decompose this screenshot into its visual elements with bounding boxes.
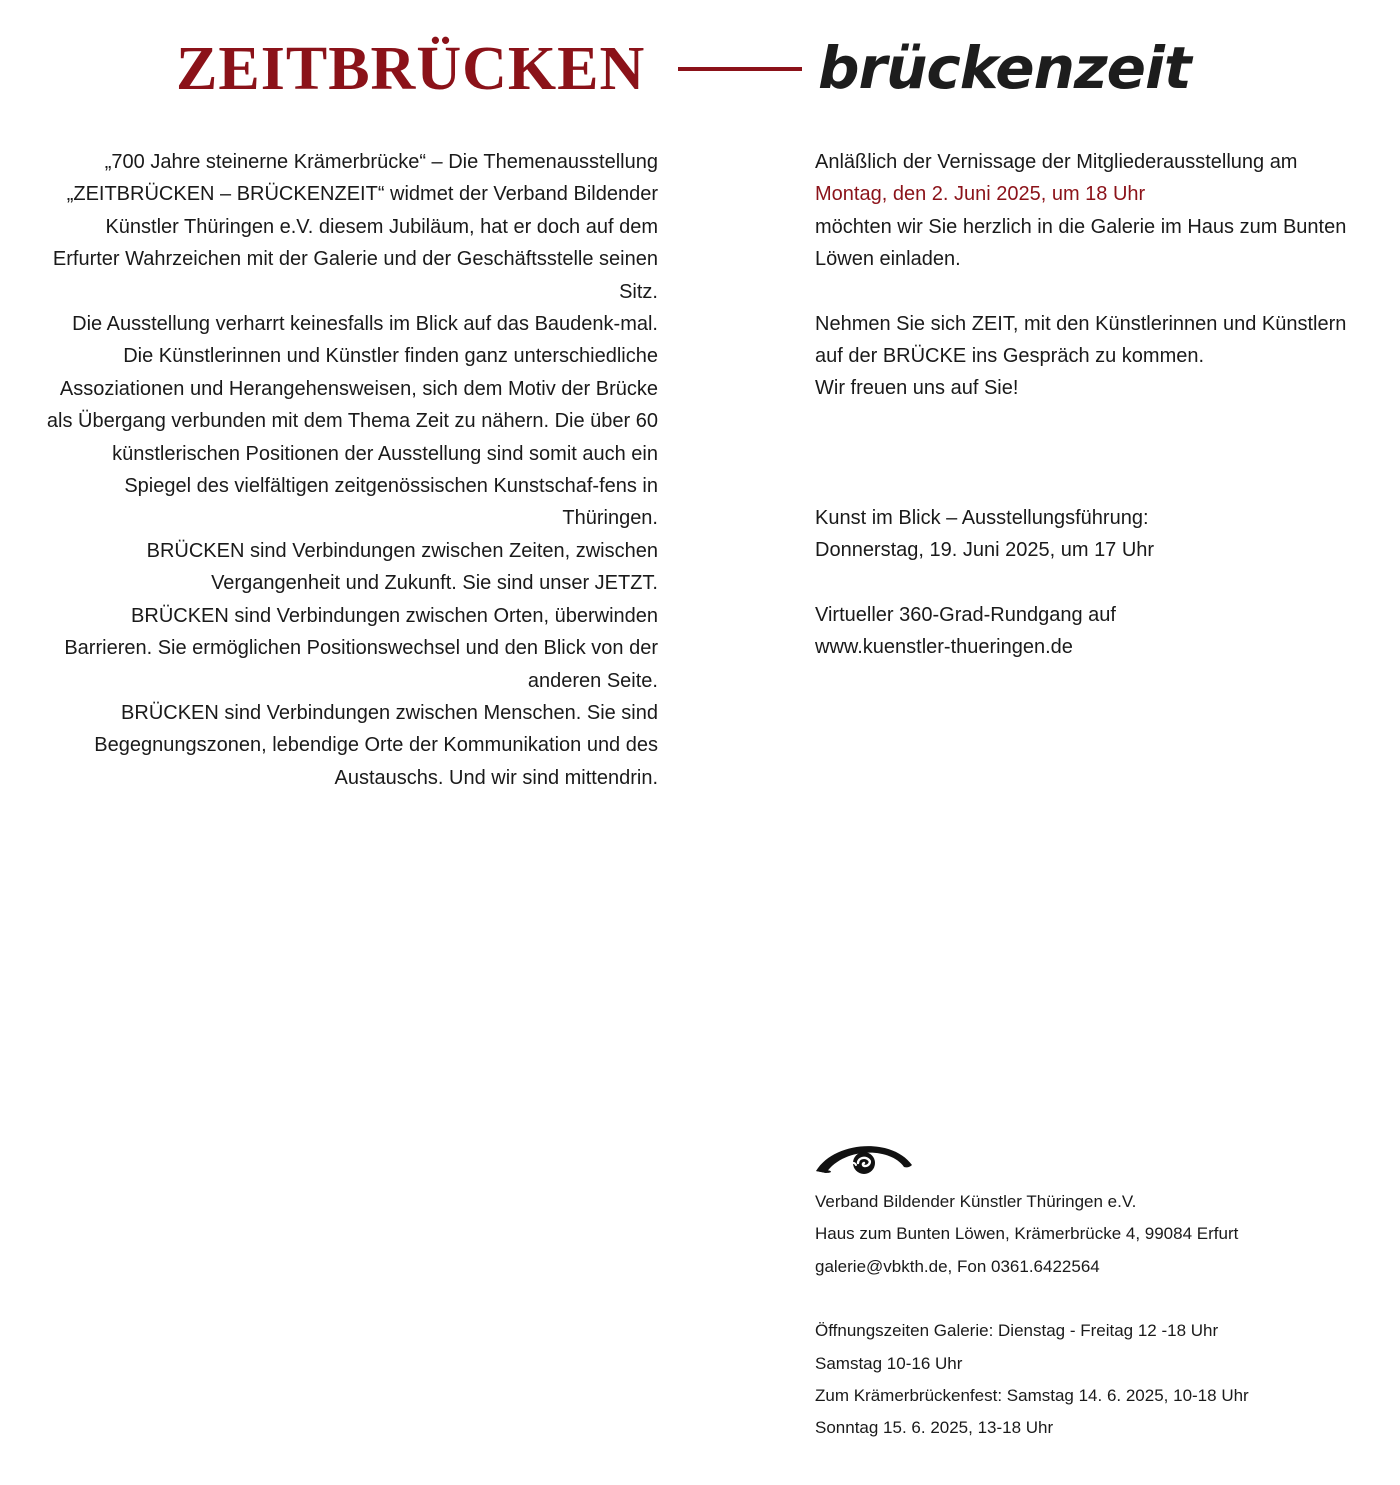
opening-hours-3: Zum Krämerbrückenfest: Samstag 14. 6. 2025, 10-18 Uhr: [815, 1386, 1249, 1406]
tour-date: Donnerstag, 19. Juni 2025, um 17 Uhr: [815, 539, 1155, 562]
spacer: [815, 567, 1375, 599]
opening-hours-1: Öffnungszeiten Galerie: Dienstag - Freitag 12 -18 Uhr: [815, 1321, 1219, 1341]
spacer: [815, 276, 1375, 308]
intro-paragraph-1: „700 Jahre steinerne Krämerbrücke“ – Die Themenausstellung „ZEITBRÜCKEN – BRÜCKENZEIT“ widmet der Verband Bildender Künstler Thüringen e.V. diesem Jubiläum, hat er doch auf dem Erfurter Wahrzeichen mit der Galerie und der Geschäftsstelle seinen Sitz.: [52, 151, 658, 303]
eye-icon: [814, 1135, 914, 1179]
title-zeitbruecken: ZEITBRÜCKEN: [176, 35, 646, 103]
org-name: Verband Bildender Künstler Thüringen e.V.: [815, 1192, 1137, 1211]
intro-paragraph-5: BRÜCKEN sind Verbindungen zwischen Menschen. Sie sind Begegnungszonen, lebendige Orte der Kommunikation und des Austauschs. Und wir sind mittendrin.: [94, 701, 658, 789]
spacer: [815, 405, 1375, 502]
vernissage-date: Montag, den 2. Juni 2025, um 18 Uhr: [815, 183, 1146, 206]
title-brueckenzeit: brückenzeit: [818, 34, 1191, 102]
time-line-1: Nehmen Sie sich ZEIT, mit den Künstlerinnen und Künstlern auf der BRÜCKE ins Gespräch zu kommen.: [815, 312, 1347, 368]
intro-paragraph-4: BRÜCKEN sind Verbindungen zwischen Orten, überwinden Barrieren. Sie ermöglichen Positionswechsel und den Blick von der anderen Seite.: [64, 604, 658, 692]
org-contact[interactable]: galerie@vbkth.de, Fon 0361.6422564: [815, 1256, 1100, 1276]
footer-contact: [815, 1186, 1375, 1445]
opening-hours-2: Samstag 10-16 Uhr: [815, 1353, 963, 1373]
header: [0, 26, 1400, 116]
intro-text-column: [40, 146, 658, 794]
org-address: Haus zum Bunten Löwen, Krämerbrücke 4, 99084 Erfurt: [815, 1224, 1239, 1244]
intro-paragraph-2: Die Ausstellung verharrt keinesfalls im Blick auf das Baudenk-mal. Die Künstlerinnen und Künstler finden ganz unterschiedliche Assoziationen und Herangehensweisen, sich dem Motiv der Brücke als Übergang verbunden mit dem Thema Zeit zu nähern. Die über 60 künstlerischen Positionen der Ausstellung sind somit auch ein Spiegel des vielfältigen zeitgenössischen Kunstschaf-fens in Thüringen.: [46, 313, 658, 530]
time-line-2: Wir freuen uns auf Sie!: [815, 377, 1019, 400]
invitation-column: [815, 146, 1375, 663]
invite-line-1: Anläßlich der Vernissage der Mitgliederausstellung am: [815, 151, 1298, 173]
intro-paragraph-3: BRÜCKEN sind Verbindungen zwischen Zeiten, zwischen Vergangenheit und Zukunft. Sie sind unser JETZT.: [146, 539, 658, 595]
virtual-tour-url[interactable]: www.kuenstler-thueringen.de: [815, 636, 1073, 659]
opening-hours-4: Sonntag 15. 6. 2025, 13-18 Uhr: [815, 1418, 1054, 1438]
virtual-tour-line: Virtueller 360-Grad-Rundgang auf: [815, 603, 1116, 626]
invite-line-3: möchten wir Sie herzlich in die Galerie im Haus zum Bunten Löwen einladen.: [815, 215, 1347, 271]
tour-title: Kunst im Blick – Ausstellungsführung:: [815, 506, 1149, 529]
spacer: [815, 1283, 1375, 1315]
title-divider: [678, 67, 802, 71]
